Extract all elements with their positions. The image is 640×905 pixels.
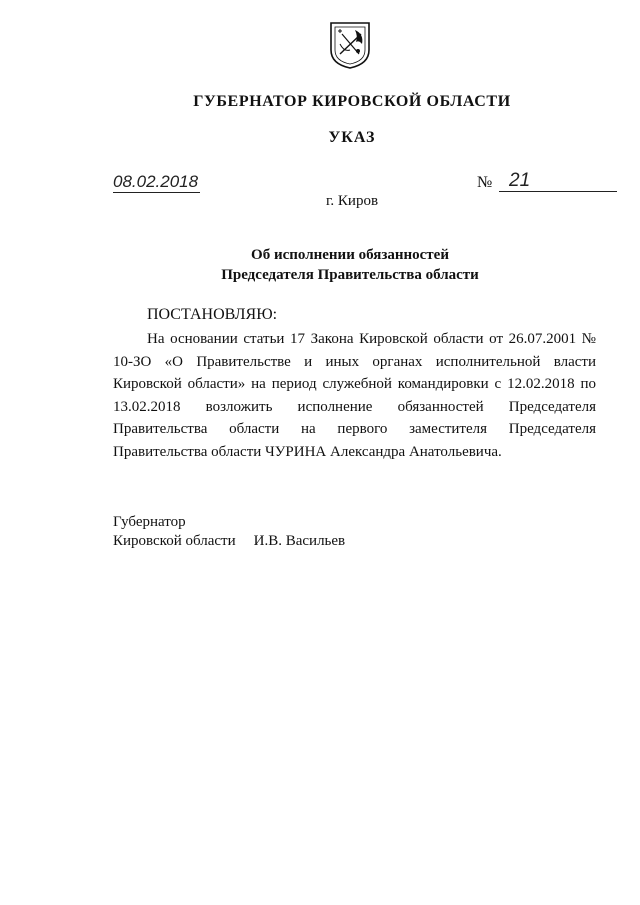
coat-of-arms-emblem [328,20,372,70]
subject-line-2: Председателя Правительства области [221,267,479,283]
decree-date: 08.02.2018 [113,172,199,191]
document-type: УКАЗ [328,129,376,146]
decree-word: ПОСТАНОВЛЯЮ: [147,306,278,323]
issuing-authority: ГУБЕРНАТОР КИРОВСКОЙ ОБЛАСТИ [193,93,511,110]
signatory-title: Кировской области [113,533,236,549]
subject-line-1: Об исполнении обязанностей [251,247,449,263]
signatory-title-line-1: Губернатор [113,514,186,530]
decree-body [113,328,596,463]
decree-number: 21 [509,170,531,191]
signature-block [113,513,345,551]
issue-city: г. Киров [325,193,379,209]
decree-subject [0,245,640,285]
body-paragraph: На основании статьи 17 Закона Кировской области от 26.07.2001 № 10-ЗО «О Правительстве и иных органах исполнительной власти Кировской области» на период служебной командировки с 12.02.2018 по 13.02.2018 возложить исполнение обязанностей Председателя Правительства области на первого заместителя Председателя Правительства области ЧУРИНА Александра Анатольевича. [113,331,596,460]
number-sign: № [477,174,493,191]
signatory-name: И.В. Васильев [253,533,346,549]
signatory-title-line-2 [113,532,345,551]
